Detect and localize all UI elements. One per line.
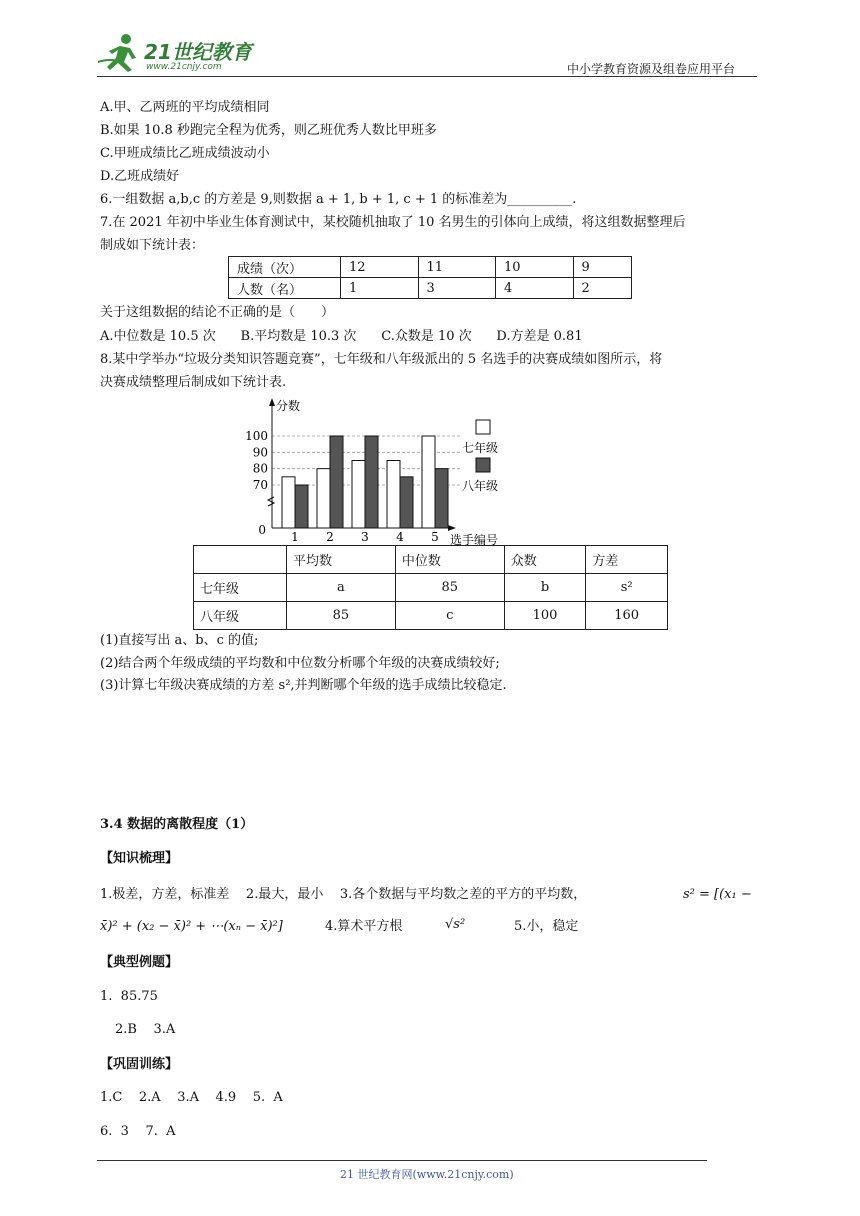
- q7-options: A.中位数是 10.5 次 B.平均数是 10.3 次 C.众数是 10 次 D.方差是 0.81: [100, 329, 583, 344]
- table-cell: 平均数: [287, 546, 396, 574]
- y-tick-label: 70: [252, 478, 268, 492]
- q7-table: [228, 256, 632, 299]
- table-cell: 成绩（次）: [229, 257, 341, 278]
- legend-swatch: [476, 458, 490, 472]
- x-axis-arrow-icon: [448, 525, 456, 531]
- table-cell: 100: [504, 602, 586, 630]
- table-row: [194, 602, 668, 630]
- header-rule: [97, 76, 757, 77]
- q7-line2: 制成如下统计表：: [100, 238, 205, 253]
- y-axis-arrow-icon: [269, 398, 275, 406]
- table-cell: 85: [395, 574, 504, 602]
- footer-text: 21 世纪教育网(www.21cnjy.com): [340, 1168, 514, 1181]
- knowledge-item4: 4.算术平方根: [325, 919, 403, 934]
- table-cell: s²: [586, 574, 668, 602]
- bar-grade8: [400, 477, 413, 528]
- bar-grade8: [435, 469, 448, 528]
- bar-grade7: [282, 477, 295, 528]
- bar-grade8: [330, 436, 343, 528]
- table-cell: 9: [573, 257, 631, 278]
- bar-grade7: [422, 436, 435, 528]
- y-axis-label: 分数: [276, 399, 301, 413]
- table-cell: b: [504, 574, 586, 602]
- table-cell: 1: [341, 278, 419, 299]
- table-cell: 七年级: [194, 574, 287, 602]
- q5-option-b: B.如果 10.8 秒跑完全程为优秀，则乙班优秀人数比甲班多: [100, 123, 437, 138]
- footer-rule: [97, 1160, 707, 1161]
- x-tick-label: 1: [291, 530, 299, 544]
- practice-answers2: 6. 3 7. A: [100, 1124, 176, 1139]
- table-row: [229, 257, 632, 278]
- heading-knowledge: 【知识梳理】: [100, 851, 179, 866]
- q8-sub2: (2)结合两个年级成绩的平均数和中位数分析哪个年级的决赛成绩较好;: [100, 656, 500, 671]
- table-cell: 八年级: [194, 602, 287, 630]
- table-cell: 众数: [504, 546, 586, 574]
- q8-sub1: (1)直接写出 a、b、c 的值;: [100, 633, 259, 648]
- knowledge-item5: 5.小，稳定: [514, 919, 579, 934]
- table-cell: 3: [418, 278, 496, 299]
- logo-url: www.21cnjy.com: [146, 62, 222, 72]
- table-row: [194, 574, 668, 602]
- table-cell: a: [287, 574, 396, 602]
- heading-examples: 【典型例题】: [100, 955, 179, 970]
- score-bar-chart: [245, 394, 520, 547]
- q7-question: 关于这组数据的结论不正确的是（ ）: [100, 305, 335, 320]
- table-cell: 10: [496, 257, 574, 278]
- table-cell: 方差: [586, 546, 668, 574]
- example-answer2: 2.B 3.A: [115, 1022, 176, 1037]
- q5-option-a: A.甲、乙两班的平均成绩相同: [100, 100, 270, 115]
- bar-grade8: [365, 436, 378, 528]
- q8-table: [193, 545, 668, 630]
- table-cell: 11: [418, 257, 496, 278]
- legend-label: 八年级: [462, 479, 499, 493]
- sqrt-formula: √s²: [445, 917, 466, 932]
- q8-sub3: (3)计算七年级决赛成绩的方差 s²,并判断哪个年级的选手成绩比较稳定.: [100, 678, 507, 693]
- axis-break-icon: [268, 497, 274, 506]
- legend-swatch: [476, 420, 490, 434]
- section-title: 3.4 数据的离散程度（1）: [100, 817, 254, 832]
- header-right-text: 中小学教育资源及组卷应用平台: [567, 62, 736, 76]
- x-tick-label: 2: [326, 530, 334, 544]
- variance-formula-part1: s² = [(x₁ −: [683, 887, 752, 902]
- table-cell: 85: [287, 602, 396, 630]
- table-row: [194, 546, 668, 574]
- legend-label: 七年级: [462, 441, 499, 455]
- logo-text: 21世纪教育: [144, 40, 252, 64]
- bar-grade7: [352, 461, 365, 529]
- table-cell: 2: [573, 278, 631, 299]
- variance-formula-part2: x̄)² + (x₂ − x̄)² + ⋯(xₙ − x̄)²]: [100, 919, 283, 934]
- practice-answers1: 1.C 2.A 3.A 4.9 5. A: [100, 1090, 283, 1105]
- y-tick-label: 90: [252, 445, 268, 460]
- x-tick-label: 5: [431, 530, 439, 544]
- table-cell: 人数（名）: [229, 278, 341, 299]
- y-tick-label: 80: [252, 461, 268, 476]
- example-answer1: 1. 85.75: [100, 989, 158, 1004]
- q8-line1: 8.某中学举办“垃圾分类知识答题竞赛”，七年级和八年级派出的 5 名选手的决赛成绩如图所示，将: [100, 352, 663, 367]
- heading-practice: 【巩固训练】: [100, 1057, 179, 1072]
- bar-grade7: [317, 469, 330, 528]
- q7-line1: 7.在 2021 年初中毕业生体育测试中，某校随机抽取了 10 名男生的引体向上成绩，将这组数据整理后: [100, 215, 686, 230]
- table-cell: 160: [586, 602, 668, 630]
- y-tick-label: 0: [258, 523, 266, 537]
- table-cell: 4: [496, 278, 574, 299]
- x-tick-label: 4: [396, 530, 404, 544]
- y-tick-label: 100: [245, 429, 268, 443]
- bar-grade7: [387, 461, 400, 529]
- q5-option-d: D.乙班成绩好: [100, 169, 180, 184]
- runner-logo-icon: [96, 32, 144, 74]
- table-cell: [194, 546, 287, 574]
- table-cell: c: [395, 602, 504, 630]
- knowledge-line1: 1.极差，方差，标准差 2.最大，最小 3.各个数据与平均数之差的平方的平均数，: [100, 887, 587, 902]
- bar-grade8: [295, 485, 308, 528]
- x-axis-label: 选手编号: [450, 533, 499, 547]
- table-row: [229, 278, 632, 299]
- q5-option-c: C.甲班成绩比乙班成绩波动小: [100, 146, 270, 161]
- q8-line2: 决赛成绩整理后制成如下统计表.: [100, 375, 287, 390]
- q6-text: 6.一组数据 a,b,c 的方差是 9,则数据 a + 1, b + 1, c + 1 的标准差为__________.: [100, 192, 577, 207]
- table-cell: 中位数: [395, 546, 504, 574]
- table-cell: 12: [341, 257, 419, 278]
- header-logo: [96, 32, 256, 74]
- x-tick-label: 3: [361, 530, 369, 544]
